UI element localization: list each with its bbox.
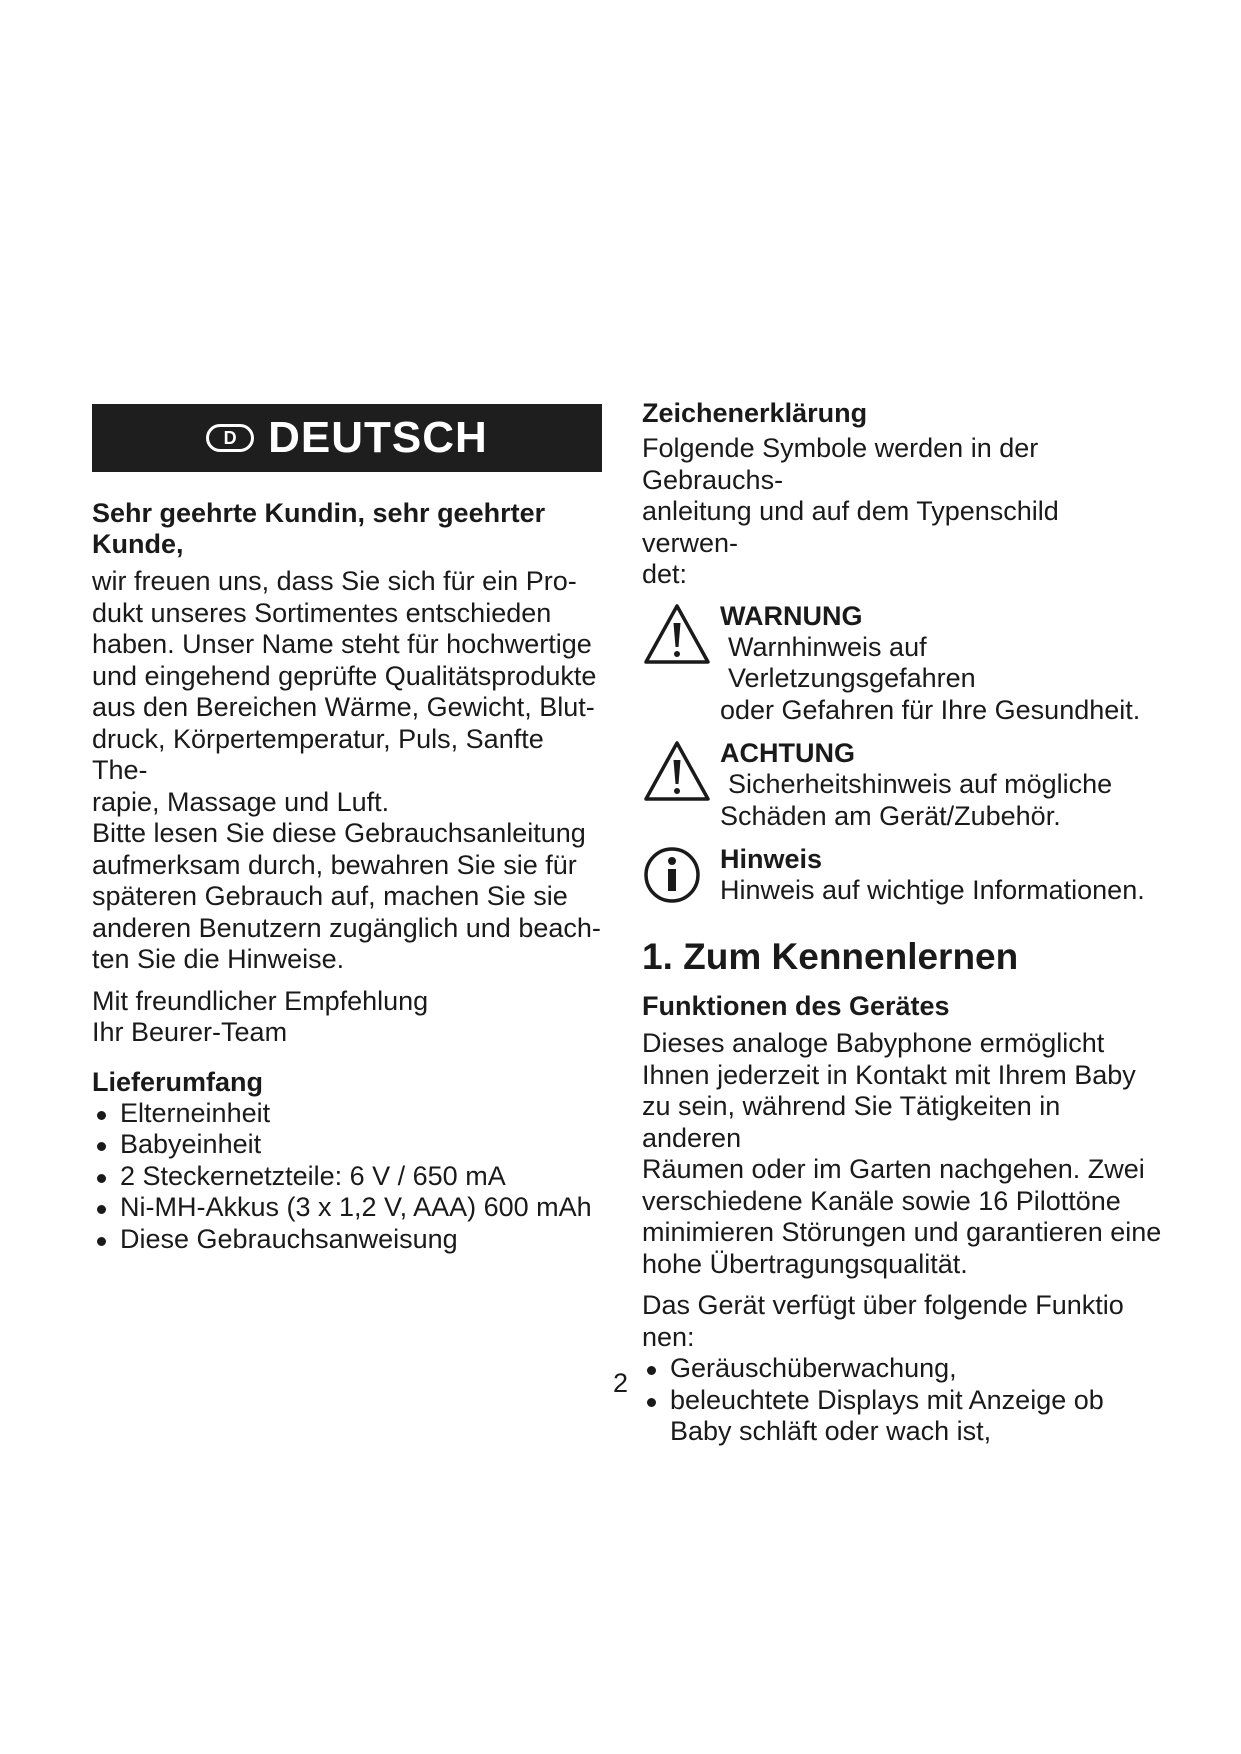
symbol-info-text (720, 844, 1162, 907)
left-column (92, 404, 602, 1255)
list-item: Diese Gebrauchsanweisung (92, 1224, 602, 1256)
symbol-title: Hinweis (720, 844, 823, 874)
list-item: Elterneinheit (92, 1098, 602, 1130)
symbol-title: WARNUNG (720, 600, 863, 631)
legend-intro-line: anleitung und auf dem Typenschild verwen- (642, 496, 1059, 558)
list-item: Geräuschüberwachung, (642, 1353, 1162, 1385)
symbol-caution (642, 738, 1162, 832)
info-circle-icon (642, 844, 720, 911)
functions-line: hohe Übertragungsqualität. (642, 1248, 968, 1279)
symbol-description: Warnhinweis auf Verletzungsgefahren (728, 631, 976, 693)
legend-intro-line: Folgende Symbole werden in der Gebrauchs- (642, 433, 1039, 495)
symbol-warning (642, 601, 1162, 727)
signature-line: Ihr Beurer-Team (92, 1017, 288, 1047)
warning-triangle-icon (642, 601, 720, 672)
intro-line: aus den Bereichen Wärme, Gewicht, Blut- (92, 692, 595, 722)
list-item: 2 Steckernetzteile: 6 V / 650 mA (92, 1161, 602, 1193)
intro-line: anderen Benutzern zugänglich und beach- (92, 912, 601, 943)
delivery-heading: Lieferumfang (92, 1066, 264, 1097)
list-item: Ni-MH-Akkus (3 x 1,2 V, AAA) 600 mAh (92, 1192, 602, 1224)
list-item: beleuchtete Displays mit Anzeige ob Baby schläft oder wach ist, (642, 1385, 1110, 1448)
language-banner (92, 404, 602, 472)
list-item: Babyeinheit (92, 1129, 602, 1161)
functions-line: Ihnen jederzeit in Kontakt mit Ihrem Baby (642, 1059, 1136, 1090)
features-intro: Das Gerät verfügt über folgende Funktio nen: (642, 1290, 1124, 1352)
legend-intro (642, 433, 1162, 591)
functions-line: Dieses analoge Babyphone ermöglicht (642, 1028, 1105, 1058)
symbol-info (642, 844, 1162, 911)
intro-line: aufmerksam durch, bewahren Sie sie für (92, 849, 577, 880)
greeting-heading: Sehr geehrte Kundin, sehr geehrter Kunde, (92, 498, 546, 559)
intro-paragraph (92, 566, 602, 976)
intro-line: haben. Unser Name steht für hochwertige (92, 629, 592, 659)
symbol-title: ACHTUNG (720, 738, 855, 768)
section-heading: 1. Zum Kennenlernen (642, 936, 1019, 977)
symbol-description: oder Gefahren für Ihre Gesundheit. (720, 694, 1141, 725)
intro-line: druck, Körpertemperatur, Puls, Sanfte The- (92, 723, 544, 785)
functions-line: zu sein, während Sie Tätigkeiten in anderen (642, 1091, 1061, 1153)
symbol-description: Hinweis auf wichtige Informationen. (720, 875, 1145, 905)
closing (92, 986, 602, 1049)
intro-line: wir freuen uns, dass Sie sich für ein Pro- (92, 566, 577, 596)
closing-line: Mit freundlicher Empfehlung (92, 985, 429, 1016)
intro-line: und eingehend geprüfte Qualitätsprodukte (92, 660, 597, 691)
delivery-list (92, 1098, 602, 1256)
symbol-description: Schäden am Gerät/Zubehör. (720, 800, 1061, 831)
intro-line: Bitte lesen Sie diese Gebrauchsanleitung (92, 818, 586, 848)
language-badge: D (206, 424, 254, 452)
symbol-warning-text (720, 601, 1162, 727)
legend-intro-line: det: (642, 559, 688, 589)
functions-line: minimieren Störungen und garantieren eine (642, 1217, 1162, 1247)
intro-line: dukt unseres Sortimentes entschieden (92, 597, 552, 628)
right-column (642, 398, 1162, 1448)
symbol-caution-text (720, 738, 1162, 832)
symbol-description: Sicherheitshinweis auf mögliche (728, 769, 1113, 799)
language-title: DEUTSCH (268, 413, 488, 462)
functions-line: Räumen oder im Garten nachgehen. Zwei (642, 1154, 1145, 1184)
functions-heading: Funktionen des Gerätes (642, 991, 950, 1021)
intro-line: rapie, Massage und Luft. (92, 786, 390, 817)
functions-paragraph (642, 1028, 1162, 1280)
page-number: 2 (612, 1368, 629, 1398)
functions-line: verschiedene Kanäle sowie 16 Pilottöne (642, 1185, 1121, 1216)
caution-triangle-icon (642, 738, 720, 809)
intro-line: späteren Gebrauch auf, machen Sie sie (92, 881, 568, 911)
legend-heading: Zeichenerklärung (642, 398, 868, 428)
intro-line: ten Sie die Hinweise. (92, 944, 345, 974)
